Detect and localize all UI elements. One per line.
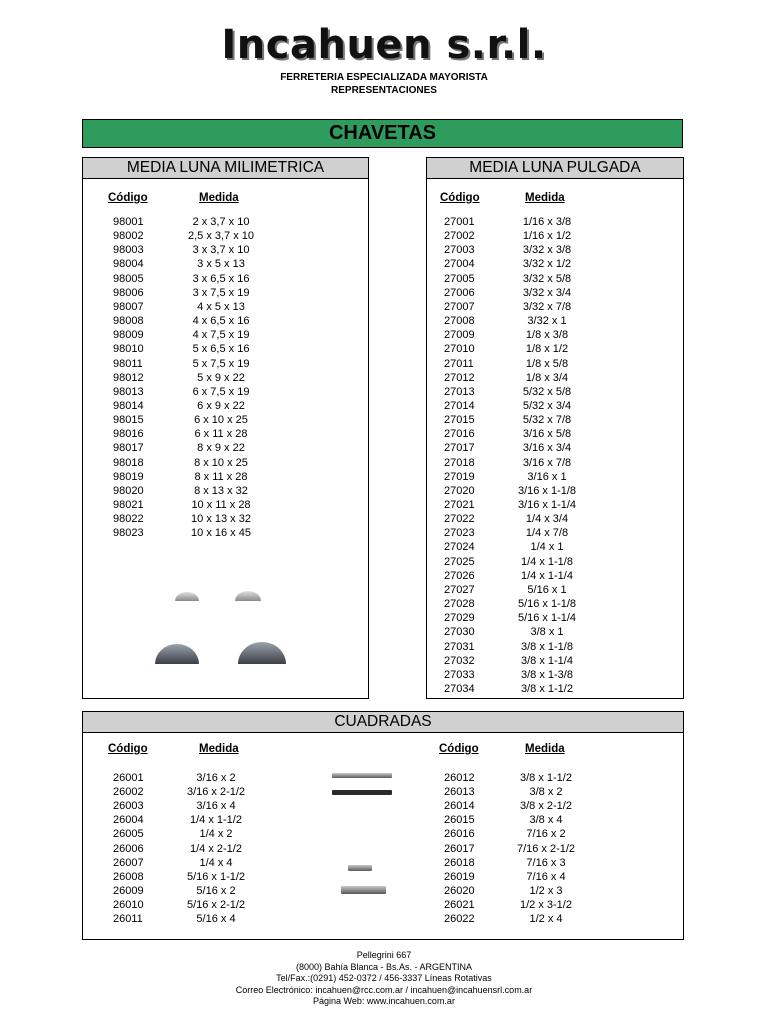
item-measure: 3/8 x 1-3/8 xyxy=(521,668,573,681)
item-code: 98018 xyxy=(113,456,144,469)
item-code: 26020 xyxy=(444,884,475,897)
item-measure: 3/16 x 1-1/8 xyxy=(517,484,577,497)
item-measure: 1/16 x 1/2 xyxy=(522,230,572,243)
footer-city: (8000) Bahía Blanca - Bs.As. - ARGENTINA xyxy=(295,961,473,972)
footer xyxy=(0,950,768,1008)
item-code: 98022 xyxy=(113,513,144,526)
item-code: 98001 xyxy=(113,216,144,228)
item-code: 98014 xyxy=(113,399,144,412)
item-code: 27018 xyxy=(444,456,475,469)
item-code: 26004 xyxy=(113,814,144,827)
item-code: 98015 xyxy=(113,414,144,427)
item-code: 98010 xyxy=(113,343,144,356)
table-row xyxy=(83,272,368,286)
company-subtagline: REPRESENTACIONES xyxy=(331,85,437,96)
item-code: 26001 xyxy=(113,772,144,784)
item-code: 27034 xyxy=(444,682,475,695)
table-row xyxy=(427,243,683,257)
table-row xyxy=(427,399,683,413)
footer-email: Correo Electrónico: incahuen@rcc.com.ar / incahuen@incahuensrl.com.ar xyxy=(235,984,533,995)
table-row xyxy=(83,371,368,385)
table-row xyxy=(427,470,683,484)
item-measure: 3/32 x 3/4 xyxy=(522,286,572,299)
item-measure: 10 x 13 x 32 xyxy=(191,513,251,526)
table-row xyxy=(83,512,368,526)
code-column-header-left: Código xyxy=(108,743,148,755)
item-measure: 3 x 3,7 x 10 xyxy=(192,244,250,257)
table-row xyxy=(83,912,683,926)
item-measure: 1/4 x 1-1/8 xyxy=(521,555,573,568)
item-code: 26021 xyxy=(444,898,475,911)
section-media-luna-pulgada xyxy=(426,157,684,699)
table-row xyxy=(427,441,683,455)
item-measure: 1/4 x 4 xyxy=(199,856,233,869)
item-code: 27003 xyxy=(444,244,475,257)
section-heading: MEDIA LUNA PULGADA xyxy=(427,158,683,179)
item-code: 98004 xyxy=(113,258,144,271)
table-row xyxy=(83,427,368,441)
item-code: 27019 xyxy=(444,470,475,483)
item-code: 26006 xyxy=(113,842,144,855)
item-measure: 3/32 x 7/8 xyxy=(522,300,572,313)
item-measure: 4 x 7,5 x 19 xyxy=(192,329,250,342)
footer-address: Pellegrini 667 xyxy=(356,950,412,960)
table-row xyxy=(427,229,683,243)
table-row xyxy=(427,371,683,385)
table-row xyxy=(83,314,368,328)
item-measure: 4 x 5 x 13 xyxy=(197,300,245,313)
table-row xyxy=(83,498,368,512)
item-code: 27015 xyxy=(444,414,475,427)
item-code: 98023 xyxy=(113,527,144,540)
item-code: 27021 xyxy=(444,499,475,511)
item-measure: 3/8 x 1-1/2 xyxy=(520,772,572,784)
code-column-header: Código xyxy=(440,192,480,204)
item-measure: 1/4 x 2 xyxy=(199,828,233,841)
item-code: 98006 xyxy=(113,286,144,299)
item-measure: 3/16 x 7/8 xyxy=(522,456,572,469)
table-row xyxy=(427,484,683,498)
table-row xyxy=(427,625,683,639)
item-measure: 4 x 6,5 x 16 xyxy=(192,315,250,328)
item-measure: 1/4 x 2-1/2 xyxy=(190,842,242,855)
table-row xyxy=(83,441,368,455)
item-code: 98007 xyxy=(113,300,144,313)
table-row xyxy=(83,300,368,314)
section-heading: MEDIA LUNA MILIMETRICA xyxy=(83,158,368,179)
item-measure: 1/4 x 3/4 xyxy=(525,513,569,526)
item-measure: 1/2 x 3 xyxy=(529,884,563,897)
table-row xyxy=(83,526,368,540)
item-measure: 1/4 x 7/8 xyxy=(525,527,569,540)
item-code: 27025 xyxy=(444,555,475,568)
section-cuadradas xyxy=(82,711,684,940)
item-code: 27024 xyxy=(444,541,475,554)
item-code: 98021 xyxy=(113,499,144,511)
item-measure: 5/32 x 5/8 xyxy=(522,385,572,398)
item-code: 26010 xyxy=(113,898,144,911)
item-code: 27013 xyxy=(444,385,475,398)
item-code: 27031 xyxy=(444,640,475,653)
footer-web: Página Web: www.incahuen.com.ar xyxy=(313,996,455,1007)
item-measure: 8 x 9 x 22 xyxy=(197,442,245,455)
item-measure: 3/8 x 2-1/2 xyxy=(520,800,572,813)
item-measure: 5/16 x 1-1/4 xyxy=(517,612,577,625)
item-code: 26003 xyxy=(113,800,144,813)
item-code: 27005 xyxy=(444,272,475,285)
item-measure: 1/2 x 4 xyxy=(529,913,563,925)
item-code: 98016 xyxy=(113,428,144,441)
item-measure: 3/8 x 2 xyxy=(529,786,563,799)
item-measure: 5 x 6,5 x 16 xyxy=(192,343,250,356)
item-measure: 1/4 x 1-1/2 xyxy=(190,814,242,827)
table-row xyxy=(427,385,683,399)
item-measure: 3/32 x 1/2 xyxy=(522,258,572,271)
item-measure: 5/32 x 3/4 xyxy=(522,399,572,412)
item-code: 27029 xyxy=(444,612,475,625)
item-measure: 1/16 x 3/8 xyxy=(522,216,572,228)
table-row xyxy=(427,611,683,625)
table-row xyxy=(427,286,683,300)
item-measure: 3/16 x 4 xyxy=(196,800,236,813)
table-row xyxy=(427,512,683,526)
item-measure: 3/16 x 2-1/2 xyxy=(186,786,246,799)
item-code: 98017 xyxy=(113,442,144,455)
item-measure: 3/8 x 1-1/2 xyxy=(521,682,573,695)
square-key-picture xyxy=(328,767,398,902)
item-code: 26022 xyxy=(444,913,475,925)
item-measure: 7/16 x 2 xyxy=(526,828,566,841)
item-measure: 5/32 x 7/8 xyxy=(522,414,572,427)
item-measure: 5/16 x 2-1/2 xyxy=(186,898,246,911)
item-code: 27014 xyxy=(444,399,475,412)
item-code: 98008 xyxy=(113,315,144,328)
item-measure: 7/16 x 4 xyxy=(526,870,566,883)
table-row xyxy=(427,427,683,441)
item-code: 27010 xyxy=(444,343,475,356)
item-measure: 1/8 x 1/2 xyxy=(525,343,569,356)
item-code: 26017 xyxy=(444,842,475,855)
code-column-header: Código xyxy=(108,192,148,204)
item-measure: 3 x 7,5 x 19 xyxy=(192,286,250,299)
item-measure: 6 x 7,5 x 19 xyxy=(192,385,250,398)
item-code: 27026 xyxy=(444,569,475,582)
item-code: 27030 xyxy=(444,626,475,639)
item-code: 98005 xyxy=(113,272,144,285)
table-row xyxy=(83,243,368,257)
item-measure: 2 x 3,7 x 10 xyxy=(192,216,250,228)
item-measure: 8 x 13 x 32 xyxy=(194,484,248,497)
item-code: 98011 xyxy=(113,357,143,370)
item-measure: 1/4 x 1-1/4 xyxy=(521,569,573,582)
item-measure: 5/16 x 2 xyxy=(196,884,236,897)
table-row xyxy=(427,540,683,554)
item-measure: 2,5 x 3,7 x 10 xyxy=(187,230,255,243)
item-measure: 3/32 x 3/8 xyxy=(522,244,572,257)
item-measure: 3/8 x 1 xyxy=(530,626,564,639)
table-row xyxy=(427,597,683,611)
item-measure: 5/16 x 1 xyxy=(527,583,567,596)
table-row xyxy=(83,342,368,356)
item-measure: 10 x 11 x 28 xyxy=(191,499,251,511)
item-code: 27027 xyxy=(444,583,475,596)
item-code: 27028 xyxy=(444,598,475,611)
item-measure: 10 x 16 x 45 xyxy=(191,527,251,540)
item-code: 27022 xyxy=(444,513,475,526)
table-row xyxy=(83,286,368,300)
item-measure: 3/32 x 1 xyxy=(527,315,567,328)
table-row xyxy=(427,654,683,668)
item-code: 26019 xyxy=(444,870,475,883)
table-row xyxy=(83,399,368,413)
table-row xyxy=(427,526,683,540)
item-code: 27017 xyxy=(444,442,475,455)
item-code: 26013 xyxy=(444,786,475,799)
company-tagline: FERRETERIA ESPECIALIZADA MAYORISTA xyxy=(280,72,488,83)
item-code: 27007 xyxy=(444,300,475,313)
item-measure: 8 x 10 x 25 xyxy=(194,456,248,469)
table-row xyxy=(427,456,683,470)
item-code: 27016 xyxy=(444,428,475,441)
item-measure: 8 x 11 x 28 xyxy=(194,470,248,483)
table-row xyxy=(427,640,683,654)
item-code: 27012 xyxy=(444,371,475,384)
item-code: 26015 xyxy=(444,814,475,827)
table-row xyxy=(427,555,683,569)
item-measure: 1/4 x 1 xyxy=(530,541,564,554)
item-code: 98019 xyxy=(113,470,144,483)
item-measure: 3 x 6,5 x 16 xyxy=(192,272,250,285)
table-row xyxy=(427,314,683,328)
page-title: CHAVETAS xyxy=(82,119,683,148)
table-row xyxy=(83,357,368,371)
item-code: 26009 xyxy=(113,884,144,897)
table-row xyxy=(83,229,368,243)
item-measure: 5/16 x 4 xyxy=(196,913,236,925)
item-code: 98013 xyxy=(113,385,144,398)
item-measure: 3/16 x 3/4 xyxy=(522,442,572,455)
item-code: 98012 xyxy=(113,371,144,384)
item-code: 26014 xyxy=(444,800,475,813)
item-code: 27008 xyxy=(444,315,475,328)
item-measure: 3 x 5 x 13 xyxy=(197,258,245,271)
code-column-header-right: Código xyxy=(439,743,479,755)
item-code: 26011 xyxy=(113,913,143,925)
item-measure: 7/16 x 2-1/2 xyxy=(516,842,576,855)
table-row xyxy=(427,257,683,271)
table-row xyxy=(83,456,368,470)
item-code: 27002 xyxy=(444,230,475,243)
table-row xyxy=(83,484,368,498)
table-row xyxy=(83,413,368,427)
item-measure: 1/8 x 5/8 xyxy=(525,357,569,370)
table-row xyxy=(427,342,683,356)
item-measure: 3/32 x 5/8 xyxy=(522,272,572,285)
item-code: 98009 xyxy=(113,329,144,342)
item-code: 27011 xyxy=(444,357,474,370)
company-logo xyxy=(0,22,768,68)
item-code: 98020 xyxy=(113,484,144,497)
section-media-luna-milimetrica xyxy=(82,157,369,699)
item-code: 27023 xyxy=(444,527,475,540)
table-row xyxy=(427,668,683,682)
table-row xyxy=(427,215,683,229)
table-row xyxy=(83,328,368,342)
item-code: 98003 xyxy=(113,244,144,257)
item-measure: 3/8 x 4 xyxy=(529,814,563,827)
measure-column-header-left: Medida xyxy=(199,743,239,755)
item-measure: 6 x 11 x 28 xyxy=(194,428,248,441)
item-code: 26018 xyxy=(444,856,475,869)
measure-column-header-right: Medida xyxy=(525,743,565,755)
item-code: 26012 xyxy=(444,772,475,784)
measure-column-header: Medida xyxy=(199,192,239,204)
table-row xyxy=(427,583,683,597)
table-row xyxy=(427,272,683,286)
item-measure: 3/16 x 1 xyxy=(527,470,567,483)
table-row xyxy=(83,385,368,399)
item-code: 27006 xyxy=(444,286,475,299)
item-code: 26002 xyxy=(113,786,144,799)
item-measure: 1/8 x 3/8 xyxy=(525,329,569,342)
item-measure: 3/16 x 2 xyxy=(196,772,236,784)
item-measure: 3/16 x 1-1/4 xyxy=(517,499,577,511)
item-code: 27009 xyxy=(444,329,475,342)
item-measure: 1/2 x 3-1/2 xyxy=(520,898,572,911)
table-row xyxy=(427,569,683,583)
table-row xyxy=(427,328,683,342)
item-code: 27020 xyxy=(444,484,475,497)
footer-phone: Tel/Fax.:(0291) 452-0372 / 456-3337 Líneas Rotativas xyxy=(276,973,492,984)
table-row xyxy=(427,682,683,696)
item-measure: 5/16 x 1-1/2 xyxy=(186,870,246,883)
table-row xyxy=(83,470,368,484)
item-measure: 6 x 10 x 25 xyxy=(194,414,248,427)
item-measure: 3/16 x 5/8 xyxy=(522,428,572,441)
item-measure: 5 x 9 x 22 xyxy=(197,371,245,384)
item-measure: 5 x 7,5 x 19 xyxy=(192,357,250,370)
table-row xyxy=(427,357,683,371)
item-code: 26016 xyxy=(444,828,475,841)
section-heading: CUADRADAS xyxy=(83,712,683,733)
item-code: 27033 xyxy=(444,668,475,681)
table-row xyxy=(83,215,368,229)
table-row xyxy=(427,498,683,512)
table-row xyxy=(427,300,683,314)
logo-text: Incahuen s.r.l. xyxy=(221,22,547,68)
item-measure: 3/8 x 1-1/4 xyxy=(521,654,573,667)
half-moon-key-picture xyxy=(143,578,303,678)
item-code: 26008 xyxy=(113,870,144,883)
item-code: 26007 xyxy=(113,856,144,869)
item-measure: 3/8 x 1-1/8 xyxy=(521,640,573,653)
item-code: 26005 xyxy=(113,828,144,841)
item-code: 27004 xyxy=(444,258,475,271)
table-row xyxy=(83,257,368,271)
item-code: 27001 xyxy=(444,216,475,228)
item-measure: 1/8 x 3/4 xyxy=(525,371,569,384)
table-row xyxy=(427,413,683,427)
item-measure: 5/16 x 1-1/8 xyxy=(517,598,577,611)
item-measure: 7/16 x 3 xyxy=(526,856,566,869)
measure-column-header: Medida xyxy=(525,192,565,204)
item-code: 98002 xyxy=(113,230,144,243)
item-code: 27032 xyxy=(444,654,475,667)
item-measure: 6 x 9 x 22 xyxy=(197,399,245,412)
